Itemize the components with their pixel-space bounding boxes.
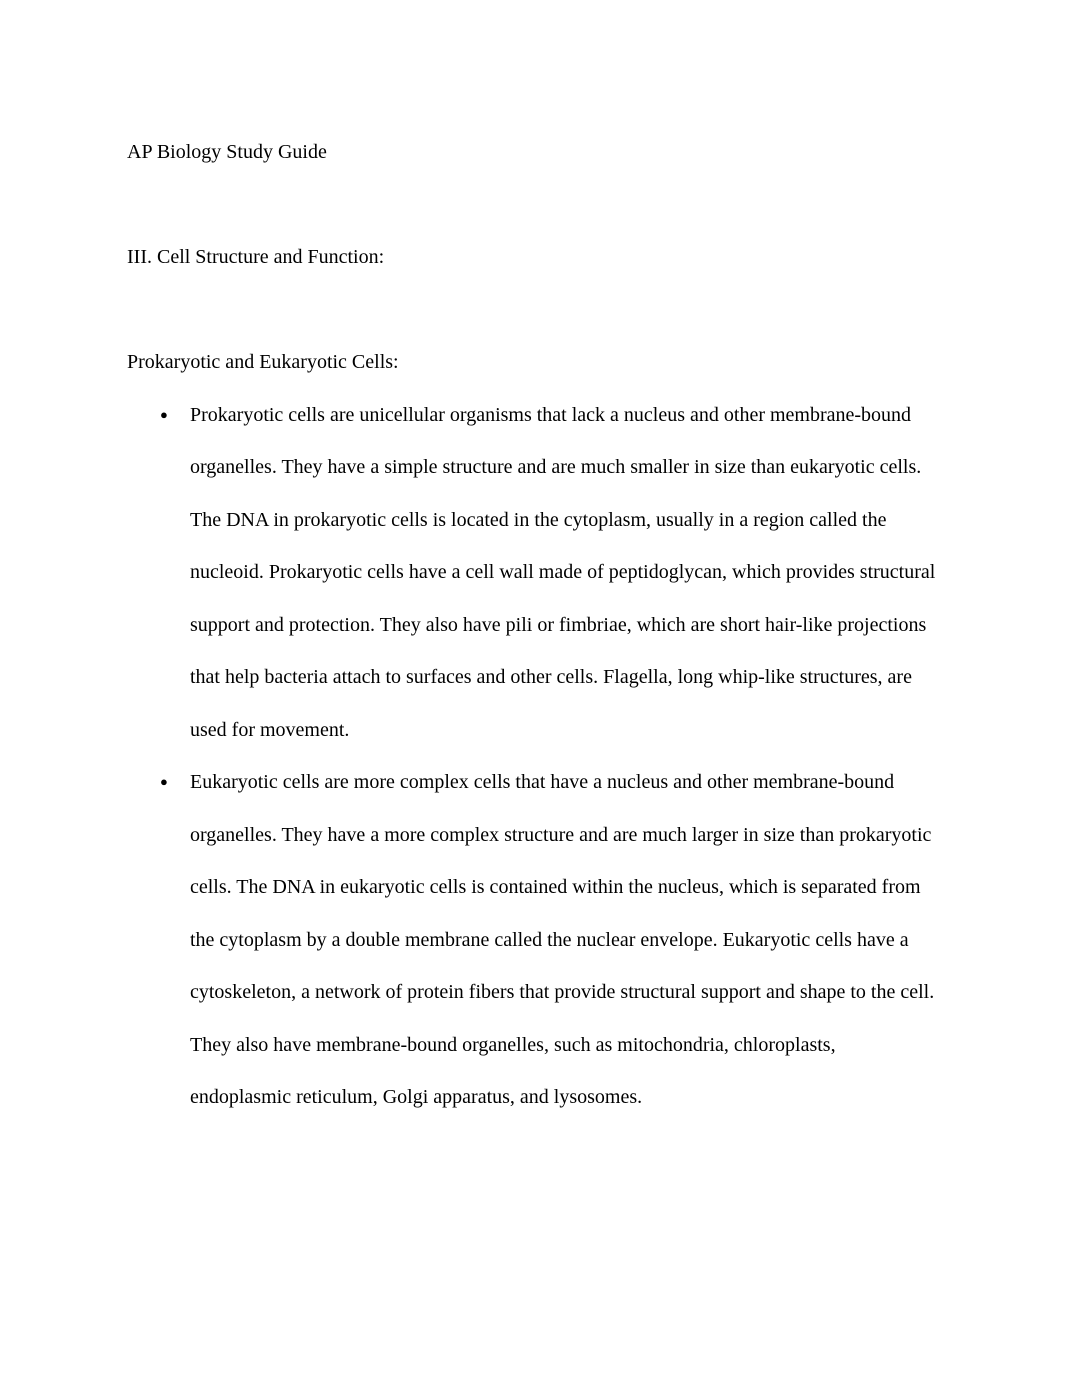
subsection-heading: Prokaryotic and Eukaryotic Cells:: [127, 351, 399, 373]
bullet-item: [127, 756, 940, 1124]
bullet-icon: ●: [160, 406, 168, 422]
bullet-list: [127, 389, 940, 1124]
bullet-text: Eukaryotic cells are more complex cells that have a nucleus and other membrane-bound organelles. They have a more complex structure and are much larger in size than prokaryotic cells. The DNA in eukaryotic cells is contained within the nucleus, which is separated from the cytoplasm by a double membrane called the nuclear envelope. Eukaryotic cells have a cytoskeleton, a network of protein fibers that provide structural support and shape to the cell. They also have membrane-bound organelles, such as mitochondria, chloroplasts, endoplasmic reticulum, Golgi apparatus, and lysosomes.: [190, 771, 935, 1108]
bullet-text: Prokaryotic cells are unicellular organisms that lack a nucleus and other membrane-bound organelles. They have a simple structure and are much smaller in size than eukaryotic cells. The DNA in prokaryotic cells is located in the cytoplasm, usually in a region called the nucleoid. Prokaryotic cells have a cell wall made of peptidoglycan, which provides structural support and protection. They also have pili or fimbriae, which are short hair-like projections that help bacteria attach to surfaces and other cells. Flagella, long whip-like structures, are used for movement.: [190, 403, 936, 741]
bullet-item: [127, 389, 940, 757]
section-heading: III. Cell Structure and Function:: [127, 246, 385, 268]
bullet-icon: ●: [160, 774, 168, 789]
document-title: AP Biology Study Guide: [127, 141, 327, 163]
